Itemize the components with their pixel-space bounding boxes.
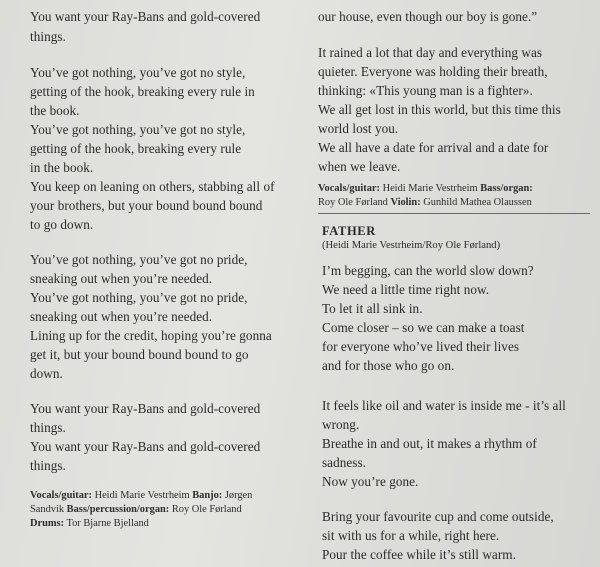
lyric-line: world lost you. [318, 121, 399, 136]
lyric-line: You want your Ray-Bans and gold-covered [30, 9, 261, 24]
lyric-line: get it, but your bound bound bound to go [30, 347, 249, 362]
lyric-line: things. [30, 29, 66, 44]
credit-role: Bass/percussion/organ: [66, 504, 170, 515]
song-authors: (Heidi Marie Vestrheim/Roy Ole Førland) [322, 240, 501, 251]
lyric-line: It rained a lot that day and everything was [318, 45, 543, 60]
lyric-line: in the book. [30, 160, 94, 175]
credit-name: Tor Bjarne Bjelland [64, 518, 149, 529]
credit-line [30, 517, 149, 531]
lyric-line: It feels like oil and water is inside me - it’s all [322, 398, 566, 413]
credit-line [318, 196, 532, 210]
credit-line [30, 503, 242, 517]
lyric-line: getting of the hook, breaking every rule [30, 141, 242, 156]
credit-name: Heidi Marie Vestrheim [379, 183, 481, 194]
lyric-line: and for those who go on. [322, 358, 455, 373]
credit-role: Drums: [30, 518, 65, 529]
credit-role: Banjo: [192, 490, 223, 501]
lyric-line: wrong. [322, 417, 360, 432]
credit-name: Sandvik [30, 504, 67, 515]
lyric-line: quieter. Everyone was holding their breath, [318, 64, 548, 79]
lyric-line: thinking: «This young man is a fighter». [318, 83, 533, 98]
lyric-line: Lining up for the credit, hoping you’re gonna [30, 328, 272, 343]
lyric-line: our house, even though our boy is gone.” [318, 9, 538, 24]
lyric-line: sneaking out when you’re needed. [30, 271, 213, 286]
lyric-line: for everyone who’ve lived their lives [322, 339, 520, 354]
section-divider [318, 213, 590, 214]
lyric-line: things. [30, 420, 66, 435]
lyric-line: You’ve got nothing, you’ve got no style, [30, 122, 246, 137]
lyric-line: I’m begging, can the world slow down? [322, 263, 534, 278]
lyric-line: down. [30, 366, 63, 381]
credit-name: Roy Ole Førland [318, 197, 391, 208]
credit-line [318, 182, 533, 196]
lyric-line: to go down. [30, 217, 94, 232]
lyric-line: You’ve got nothing, you’ve got no pride, [30, 290, 248, 305]
credit-role: Bass/organ: [480, 183, 533, 194]
lyric-line: getting of the hook, breaking every rule in [30, 84, 255, 99]
credit-role: Violin: [390, 197, 421, 208]
lyric-line: Now you’re gone. [322, 474, 419, 489]
lyric-line: sit with us for a while, right here. [322, 528, 500, 543]
credit-line [30, 489, 252, 503]
lyric-line: sadness. [322, 455, 366, 470]
lyric-line: Bring your favourite cup and come outside, [322, 509, 554, 524]
credit-name: Jørgen [222, 490, 253, 501]
lyric-line: Pour the coffee while it’s still warm. [322, 547, 516, 562]
lyric-line: You want your Ray-Bans and gold-covered [30, 401, 261, 416]
lyric-line: your brothers, but your bound bound bound [30, 198, 263, 213]
credit-role: Vocals/guitar: [30, 490, 92, 501]
lyric-line: when we leave. [318, 159, 401, 174]
lyric-line: the book. [30, 103, 80, 118]
lyric-line: We need a little time right now. [322, 282, 490, 297]
lyric-line: We all get lost in this world, but this time this [318, 102, 561, 117]
song-title: FATHER [322, 224, 376, 238]
credit-name: Roy Ole Førland [169, 504, 242, 515]
lyric-line: Come closer – so we can make a toast [322, 320, 525, 335]
credit-name: Gunhild Mathea Olaussen [420, 197, 532, 208]
credit-name: Heidi Marie Vestrheim [91, 490, 193, 501]
lyric-line: You want your Ray-Bans and gold-covered [30, 439, 261, 454]
lyric-line: You keep on leaning on others, stabbing all of [30, 179, 275, 194]
lyric-line: things. [30, 458, 66, 473]
lyric-line: sneaking out when you’re needed. [30, 309, 213, 324]
lyric-line: You’ve got nothing, you’ve got no pride, [30, 252, 248, 267]
lyric-line: Breathe in and out, it makes a rhythm of [322, 436, 537, 451]
lyric-line: To let it all sink in. [322, 301, 423, 316]
lyric-line: We all have a date for arrival and a date for [318, 140, 549, 155]
lyric-line: You’ve got nothing, you’ve got no style, [30, 65, 246, 80]
credit-role: Vocals/guitar: [318, 183, 380, 194]
